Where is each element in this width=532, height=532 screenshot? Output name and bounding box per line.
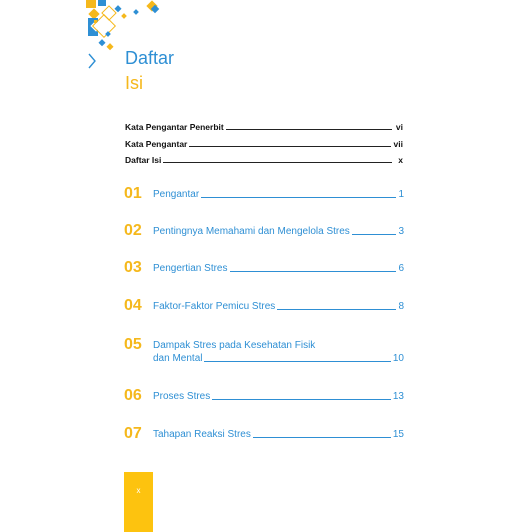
decorative-pattern [86, 0, 176, 80]
entry-label: Kata Pengantar [125, 139, 188, 149]
entry-label: Kata Pengantar Penerbit [125, 122, 224, 132]
leader-line [277, 309, 396, 310]
chapter-page: 8 [398, 301, 404, 312]
leader-line [163, 162, 392, 163]
chapter-number: 03 [124, 259, 142, 276]
toc-entry-daftar-isi[interactable] [125, 155, 403, 165]
page-number-tab [124, 472, 153, 532]
chapter-number: 07 [124, 425, 142, 442]
toc-entry-kata-pengantar[interactable] [125, 139, 403, 149]
chapter-page: 10 [392, 353, 404, 364]
chapter-title-line1: Dampak Stres pada Kesehatan Fisik [153, 340, 316, 351]
leader-line [204, 361, 390, 362]
leader-line [226, 129, 392, 130]
entry-page: vi [395, 122, 403, 132]
chapter-page: 15 [392, 429, 404, 440]
leader-line [212, 399, 391, 400]
chapter-title-line2: dan Mental [153, 353, 203, 364]
toc-chapter-01[interactable] [124, 185, 404, 205]
chapter-number: 04 [124, 297, 142, 314]
chapter-title: Pentingnya Memahami dan Mengelola Stres [153, 226, 350, 237]
toc-title-line1: Daftar [125, 48, 175, 68]
chapter-number: 05 [124, 336, 142, 353]
toc-chapter-05[interactable] [124, 336, 404, 368]
chapter-number: 01 [124, 185, 142, 202]
chapter-title: Pengantar [153, 189, 200, 200]
chapter-title: Pengertian Stres [153, 263, 228, 274]
chapter-page: 13 [392, 391, 404, 402]
chapter-page: 6 [398, 263, 404, 274]
toc-entry-kata-pengantar-penerbit[interactable] [125, 122, 403, 132]
chapter-page: 3 [398, 226, 404, 237]
chapter-number: 02 [124, 222, 142, 239]
toc-chapter-07[interactable] [124, 425, 404, 445]
chapter-title: Proses Stres [153, 391, 211, 402]
leader-line [189, 146, 390, 147]
leader-line [230, 271, 397, 272]
toc-chapter-06[interactable] [124, 387, 404, 407]
leader-line [201, 197, 396, 198]
chapter-title: Tahapan Reaksi Stres [153, 429, 251, 440]
entry-page: x [398, 155, 403, 165]
entry-page: vii [393, 139, 403, 149]
toc-title-line2: Isi [125, 73, 143, 93]
chapter-page: 1 [398, 189, 404, 200]
entry-label: Daftar Isi [125, 155, 162, 165]
toc-chapter-04[interactable] [124, 297, 404, 317]
leader-line [352, 234, 397, 235]
toc-chapter-03[interactable] [124, 259, 404, 279]
toc-chapter-02[interactable] [124, 222, 404, 242]
page-number: x [136, 486, 141, 495]
chapter-title: Faktor-Faktor Pemicu Stres [153, 301, 276, 312]
leader-line [253, 437, 391, 438]
chapter-number: 06 [124, 387, 142, 404]
